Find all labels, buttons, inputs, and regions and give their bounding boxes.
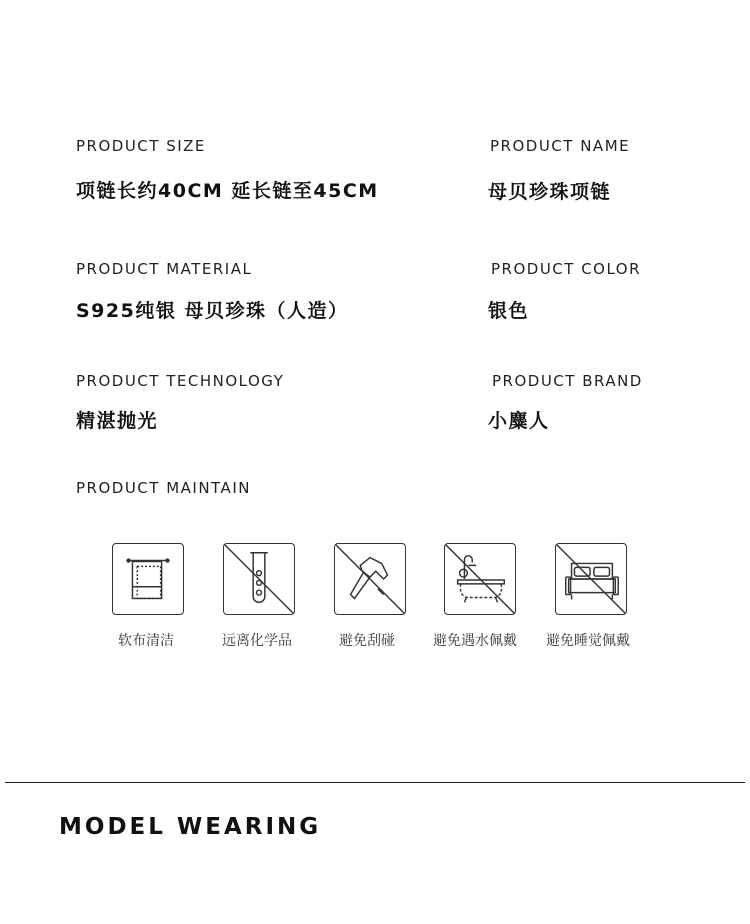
caption-avoid-chemicals: 远离化学品 — [222, 633, 292, 649]
caption-soft-cloth: 软布清洁 — [118, 633, 174, 649]
product-size-label: PRODUCT SIZE — [76, 137, 206, 155]
product-name-value: 母贝珍珠项链 — [488, 181, 612, 203]
product-name-label: PRODUCT NAME — [490, 137, 631, 155]
product-size-value: 项链长约40CM 延长链至45CM — [76, 180, 379, 202]
bathtub-icon — [444, 543, 516, 615]
product-brand-value: 小麋人 — [488, 410, 550, 432]
product-maintain-label: PRODUCT MAINTAIN — [76, 479, 251, 497]
model-wearing-title: MODEL WEARING — [59, 814, 322, 840]
product-color-label: PRODUCT COLOR — [491, 260, 642, 278]
product-technology-value: 精湛抛光 — [76, 410, 159, 432]
caption-avoid-water: 避免遇水佩戴 — [433, 633, 517, 649]
section-divider — [5, 782, 745, 783]
product-material-label: PRODUCT MATERIAL — [76, 260, 253, 278]
test-tube-icon — [223, 543, 295, 615]
hammer-icon — [334, 543, 406, 615]
caption-avoid-sleep: 避免睡觉佩戴 — [546, 633, 630, 649]
product-technology-label: PRODUCT TECHNOLOGY — [76, 372, 285, 390]
bed-icon — [555, 543, 627, 615]
product-color-value: 银色 — [488, 300, 530, 322]
product-brand-label: PRODUCT BRAND — [492, 372, 643, 390]
caption-avoid-scratches: 避免刮碰 — [339, 633, 395, 649]
towel-icon — [112, 543, 184, 615]
product-material-value: S925纯银 母贝珍珠（人造） — [76, 300, 349, 322]
